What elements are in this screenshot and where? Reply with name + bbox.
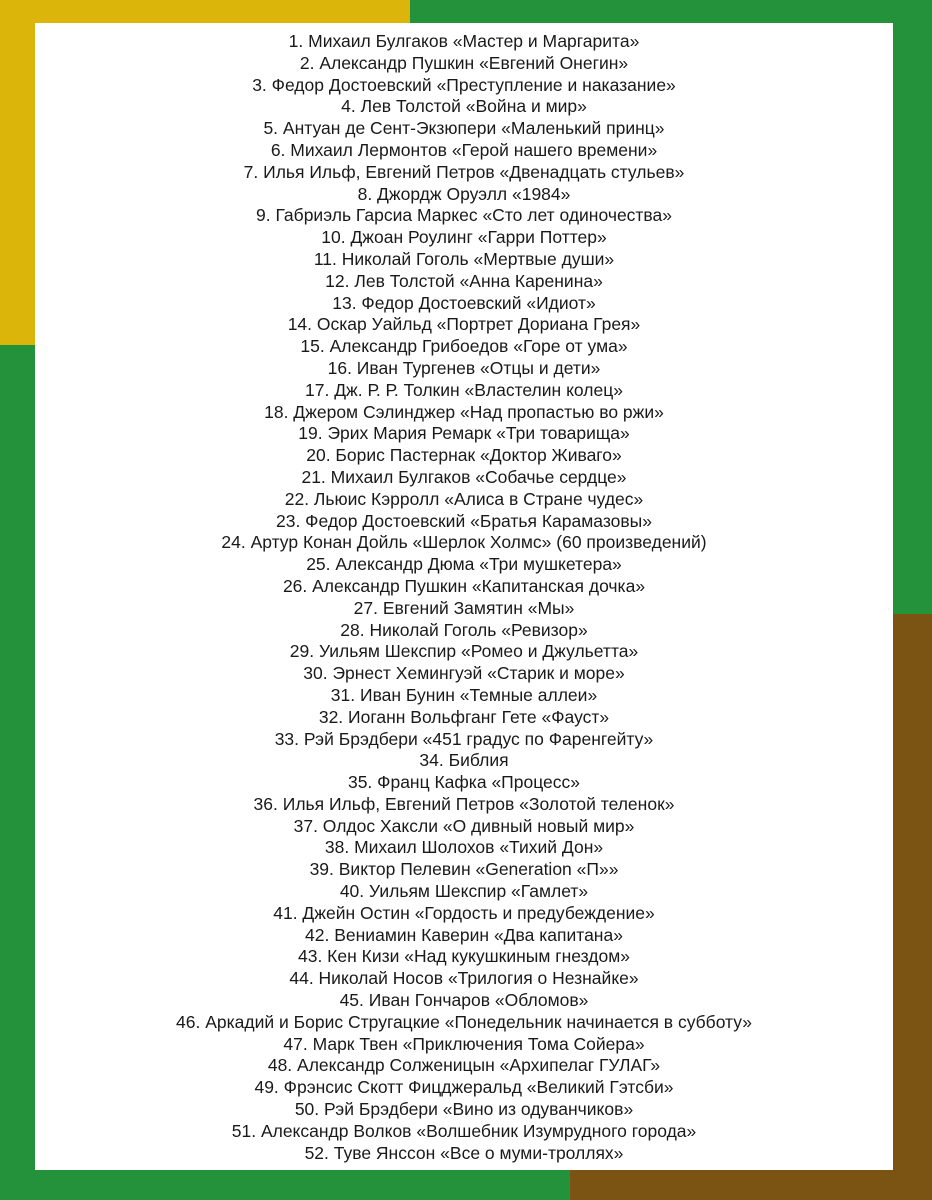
book-list-item: 39. Виктор Пелевин «Generation «П»» [309,859,619,880]
book-list-item: 37. Олдос Хаксли «О дивный новый мир» [293,815,635,836]
book-list-item: 17. Дж. Р. Р. Толкин «Властелин колец» [305,379,623,400]
book-list-item: 48. Александр Солженицын «Архипелаг ГУЛАГ» [267,1055,661,1076]
book-list-item: 7. Илья Ильф, Евгений Петров «Двенадцать стульев» [243,161,685,182]
book-list-item: 47. Марк Твен «Приключения Тома Сойера» [283,1033,645,1054]
book-list-item: 43. Кен Кизи «Над кукушкиным гнездом» [297,946,630,967]
book-list-item: 30. Эрнест Хемингуэй «Старик и море» [303,663,625,684]
book-list [35,23,893,1164]
book-list-item: 49. Фрэнсис Скотт Фицджеральд «Великий Гэтсби» [254,1077,674,1098]
book-list-item: 36. Илья Ильф, Евгений Петров «Золотой теленок» [253,793,675,814]
book-list-item: 40. Уильям Шекспир «Гамлет» [339,881,589,902]
book-list-item: 45. Иван Гончаров «Обломов» [339,990,589,1011]
book-list-item: 18. Джером Сэлинджер «Над пропастью во ржи» [264,401,664,422]
book-list-item: 51. Александр Волков «Волшебник Изумрудного города» [231,1120,697,1141]
book-list-item: 35. Франц Кафка «Процесс» [347,772,581,793]
brown-side-block [893,614,932,1200]
book-list-item: 44. Николай Носов «Трилогия о Незнайке» [289,968,639,989]
book-list-item: 23. Федор Достоевский «Братья Карамазовы» [275,510,652,531]
book-list-item: 25. Александр Дюма «Три мушкетера» [306,554,622,575]
book-list-item: 2. Александр Пушкин «Евгений Онегин» [299,52,629,73]
book-list-item: 10. Джоан Роулинг «Гарри Поттер» [321,227,607,248]
book-list-sheet [35,23,893,1170]
book-list-item: 26. Александр Пушкин «Капитанская дочка» [282,575,646,596]
book-list-item: 24. Артур Конан Дойль «Шерлок Холмс» (60 произведений) [221,532,707,553]
book-list-item: 20. Борис Пастернак «Доктор Живаго» [306,445,622,466]
book-list-item: 6. Михаил Лермонтов «Герой нашего времени» [270,139,658,160]
book-list-item: 19. Эрих Мария Ремарк «Три товарища» [298,423,630,444]
book-list-item: 22. Льюис Кэрролл «Алиса в Стране чудес» [284,488,644,509]
book-list-item: 31. Иван Бунин «Темные аллеи» [330,684,598,705]
book-list-item: 11. Николай Гоголь «Мертвые души» [313,248,615,269]
book-list-item: 5. Антуан де Сент-Экзюпери «Маленький принц» [263,118,665,139]
book-list-item: 4. Лев Толстой «Война и мир» [341,96,587,117]
book-list-item: 27. Евгений Замятин «Мы» [353,597,575,618]
book-list-item: 46. Аркадий и Борис Стругацкие «Понедельник начинается в субботу» [176,1011,752,1032]
book-list-item: 32. Иоганн Вольфганг Гете «Фауст» [318,706,610,727]
book-list-item: 3. Федор Достоевский «Преступление и наказание» [252,74,676,95]
book-list-item: 38. Михаил Шолохов «Тихий Дон» [324,837,604,858]
book-list-item: 8. Джордж Оруэлл «1984» [357,183,571,204]
book-list-item: 28. Николай Гоголь «Ревизор» [340,619,588,640]
book-list-item: 1. Михаил Булгаков «Мастер и Маргарита» [288,31,640,51]
brown-bottom-block [570,1170,932,1200]
book-list-item: 29. Уильям Шекспир «Ромео и Джульетта» [289,641,639,662]
book-list-item: 16. Иван Тургенев «Отцы и дети» [327,357,601,378]
book-list-item: 41. Джейн Остин «Гордость и предубеждение» [273,902,655,923]
book-list-item: 21. Михаил Булгаков «Собачье сердце» [301,466,627,487]
book-list-item: 14. Оскар Уайльд «Портрет Дориана Грея» [287,314,641,335]
book-list-item: 52. Туве Янссон «Все о муми-троллях» [304,1142,624,1163]
book-list-item: 13. Федор Достоевский «Идиот» [332,292,596,313]
book-list-item: 34. Библия [419,750,509,771]
book-list-item: 12. Лев Толстой «Анна Каренина» [325,270,603,291]
book-list-item: 50. Рэй Брэдбери «Вино из одуванчиков» [294,1099,634,1120]
book-list-item: 33. Рэй Брэдбери «451 градус по Фаренгейту» [274,728,654,749]
book-list-item: 9. Габриэль Гарсиа Маркес «Сто лет одиночества» [255,205,673,226]
book-list-item: 15. Александр Грибоедов «Горе от ума» [300,336,628,357]
book-list-item: 42. Вениамин Каверин «Два капитана» [305,924,623,945]
